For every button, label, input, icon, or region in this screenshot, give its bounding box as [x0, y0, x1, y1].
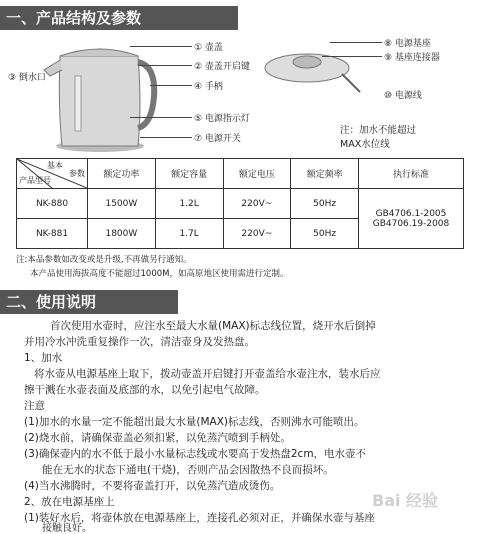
cell-capacity: 1.7L [155, 219, 223, 249]
cell-capacity: 1.2L [155, 189, 223, 219]
leader-line [140, 137, 192, 138]
corner-label-top: 基本 [47, 161, 63, 170]
base-illustration [262, 40, 362, 100]
cell-model: NK-881 [17, 219, 88, 249]
callout-power-base: ⑧ 电源基座 [384, 39, 431, 49]
corner-label-bottom: 产品型号 [19, 176, 51, 185]
cell-frequency: 50Hz [291, 189, 359, 219]
callout-power-switch: ⑦ 电源开关 [194, 134, 241, 144]
leader-line [322, 56, 382, 57]
header-voltage: 额定电压 [223, 159, 291, 189]
body-line-0: 首次使用水壶时，应注水至最大水量(MAX)标志线位置，烧开水后倒掉 [50, 320, 376, 332]
cell-standard [359, 189, 464, 249]
body-line-11: 2、放在电源基座上 [24, 496, 115, 508]
cell-power: 1500W [88, 189, 156, 219]
leader-line [130, 117, 192, 118]
body-line-8: (3)确保壶内的水不低于最小水量标志线或水要高于发热盘2cm，电水壶不 [24, 448, 367, 460]
table-row [17, 189, 464, 219]
standard-line1: GB4706.1-2005 [375, 208, 447, 219]
cell-voltage: 220V~ [223, 189, 291, 219]
body-line-10: (4)当水沸腾时，不要将壶盖打开，以免蒸汽造成烫伤。 [24, 480, 281, 492]
callout-power-cord: ⑩ 电源线 [384, 91, 422, 101]
body-line-2: 1、加水 [24, 352, 63, 364]
section-title-structure: 一、产品结构及参数 [0, 6, 238, 30]
max-note-line1: 注：加水不能超过 [340, 125, 417, 136]
corner-label-mid: 参数 [69, 169, 85, 178]
cell-voltage: 220V~ [223, 219, 291, 249]
table-corner-cell [17, 159, 88, 189]
header-standard: 执行标准 [359, 159, 464, 189]
standard-line2: GB4706.19-2008 [372, 218, 450, 229]
body-line-9: 能在无水的状态下通电(干烧)，否则产品会因散热不良而损坏。 [42, 464, 334, 476]
watermark-logo: Bai 经验 [372, 491, 439, 510]
body-line-1: 并用冷水冲洗重复操作一次，清洁壶身及发热盘。 [24, 336, 255, 348]
header-capacity: 额定容量 [155, 159, 223, 189]
cell-frequency: 50Hz [291, 219, 359, 249]
body-line-13: 接触良好。 [42, 523, 92, 534]
note-line1: 注:本品参数如改变或是升级,不再做另行通知。 [16, 255, 192, 265]
body-line-6: (1)加水的水量一定不能超出最大水量(MAX)标志线，否则沸水可能喷出。 [24, 416, 365, 428]
body-line-12: (1)装好水后，将壶体放在电源基座上，连接孔必须对正，并确保水壶与基座 [24, 512, 375, 524]
cell-model: NK-880 [17, 189, 88, 219]
section-title-instructions: 二、使用说明 [0, 290, 178, 314]
callout-handle: ④ 手柄 [194, 82, 223, 92]
callout-spout: ③ 倒水口 [8, 73, 46, 83]
spec-table [16, 158, 464, 249]
callout-base-connector: ⑨ 基座连接器 [384, 53, 440, 63]
body-line-7: (2)烧水前，请确保壶盖必须扣紧，以免蒸汽喷到手柄处。 [24, 432, 291, 444]
leader-line [138, 65, 192, 66]
callout-indicator: ⑤ 电源指示灯 [194, 114, 250, 124]
leader-line [130, 46, 192, 47]
header-frequency: 额定频率 [291, 159, 359, 189]
leader-line [330, 42, 382, 43]
note-line2: 本产品使用海拔高度不能超过1000M，如高原地区使用需进行定制。 [30, 269, 289, 279]
max-note-line2: MAX水位线 [340, 139, 390, 150]
kettle-illustration [30, 36, 160, 156]
callout-lid-release: ② 壶盖开启键 [194, 62, 250, 72]
callout-lid: ① 壶盖 [194, 43, 223, 53]
header-power: 额定功率 [88, 159, 156, 189]
cell-power: 1800W [88, 219, 156, 249]
leader-line [150, 85, 192, 86]
body-line-3: 将水壶从电源基座上取下，拨动壶盖开启键打开壶盖给水壶注水，装水后应 [34, 368, 381, 380]
body-line-5: 注意 [24, 400, 45, 412]
body-line-4: 擦干溅在水壶表面及底部的水，以免引起电气故障。 [24, 384, 266, 396]
